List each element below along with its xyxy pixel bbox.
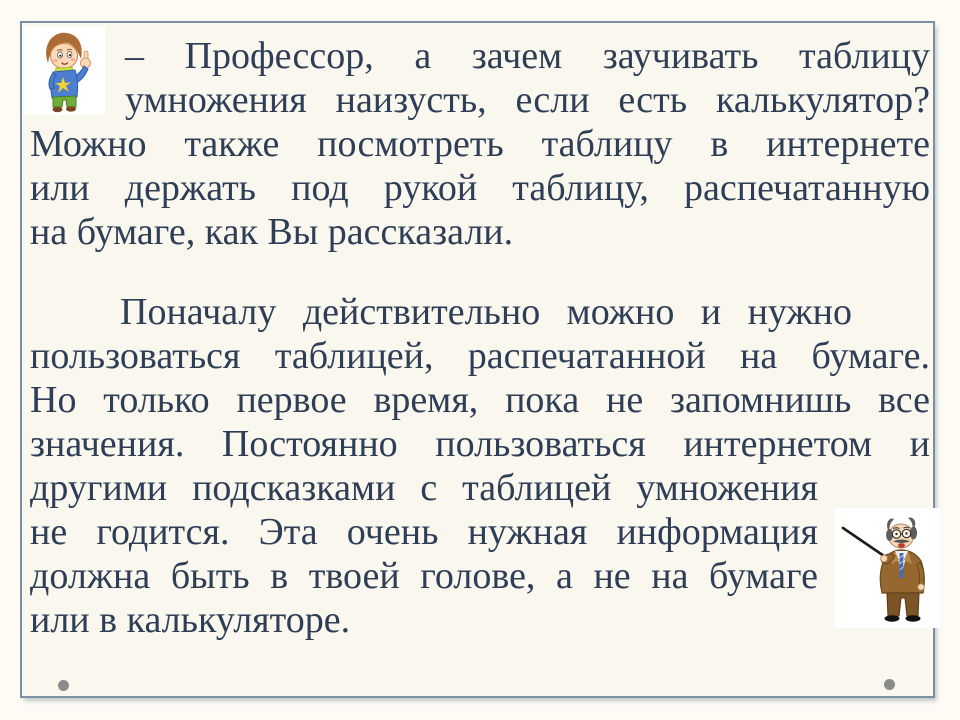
text-line: другими подсказками с таблицей умножения: [30, 467, 818, 509]
text-line: умножения наизусть, если есть калькулятор?: [125, 79, 930, 121]
professor-answer-paragraph: [30, 290, 930, 642]
text-line: или держать под рукой таблицу, распечатанную: [30, 167, 930, 209]
text-line: значения. Постоянно пользоваться интернетом и: [30, 423, 930, 465]
text-line: или в калькуляторе.: [30, 599, 351, 641]
text-line: пользоваться таблицей, распечатанной на бумаге.: [30, 335, 930, 377]
bottom-right-decorative-dot: [884, 679, 895, 690]
bottom-left-decorative-dot: [58, 680, 69, 691]
student-question-paragraph: [30, 34, 930, 254]
text-line: Поначалу действительно можно и нужно: [120, 291, 852, 333]
text-line: на бумаге, как Вы рассказали.: [30, 211, 514, 253]
text-line: должна быть в твоей голове, а не на бумаге: [30, 555, 818, 597]
text-line: не годится. Эта очень нужная информация: [30, 511, 818, 553]
slide-text: [30, 34, 930, 642]
text-line: – Профессор, а зачем заучивать таблицу: [125, 35, 930, 77]
slide-frame: [20, 21, 935, 698]
text-line: Но только первое время, пока не запомнишь все: [30, 379, 930, 421]
text-line: Можно также посмотреть таблицу в интернете: [30, 123, 930, 165]
